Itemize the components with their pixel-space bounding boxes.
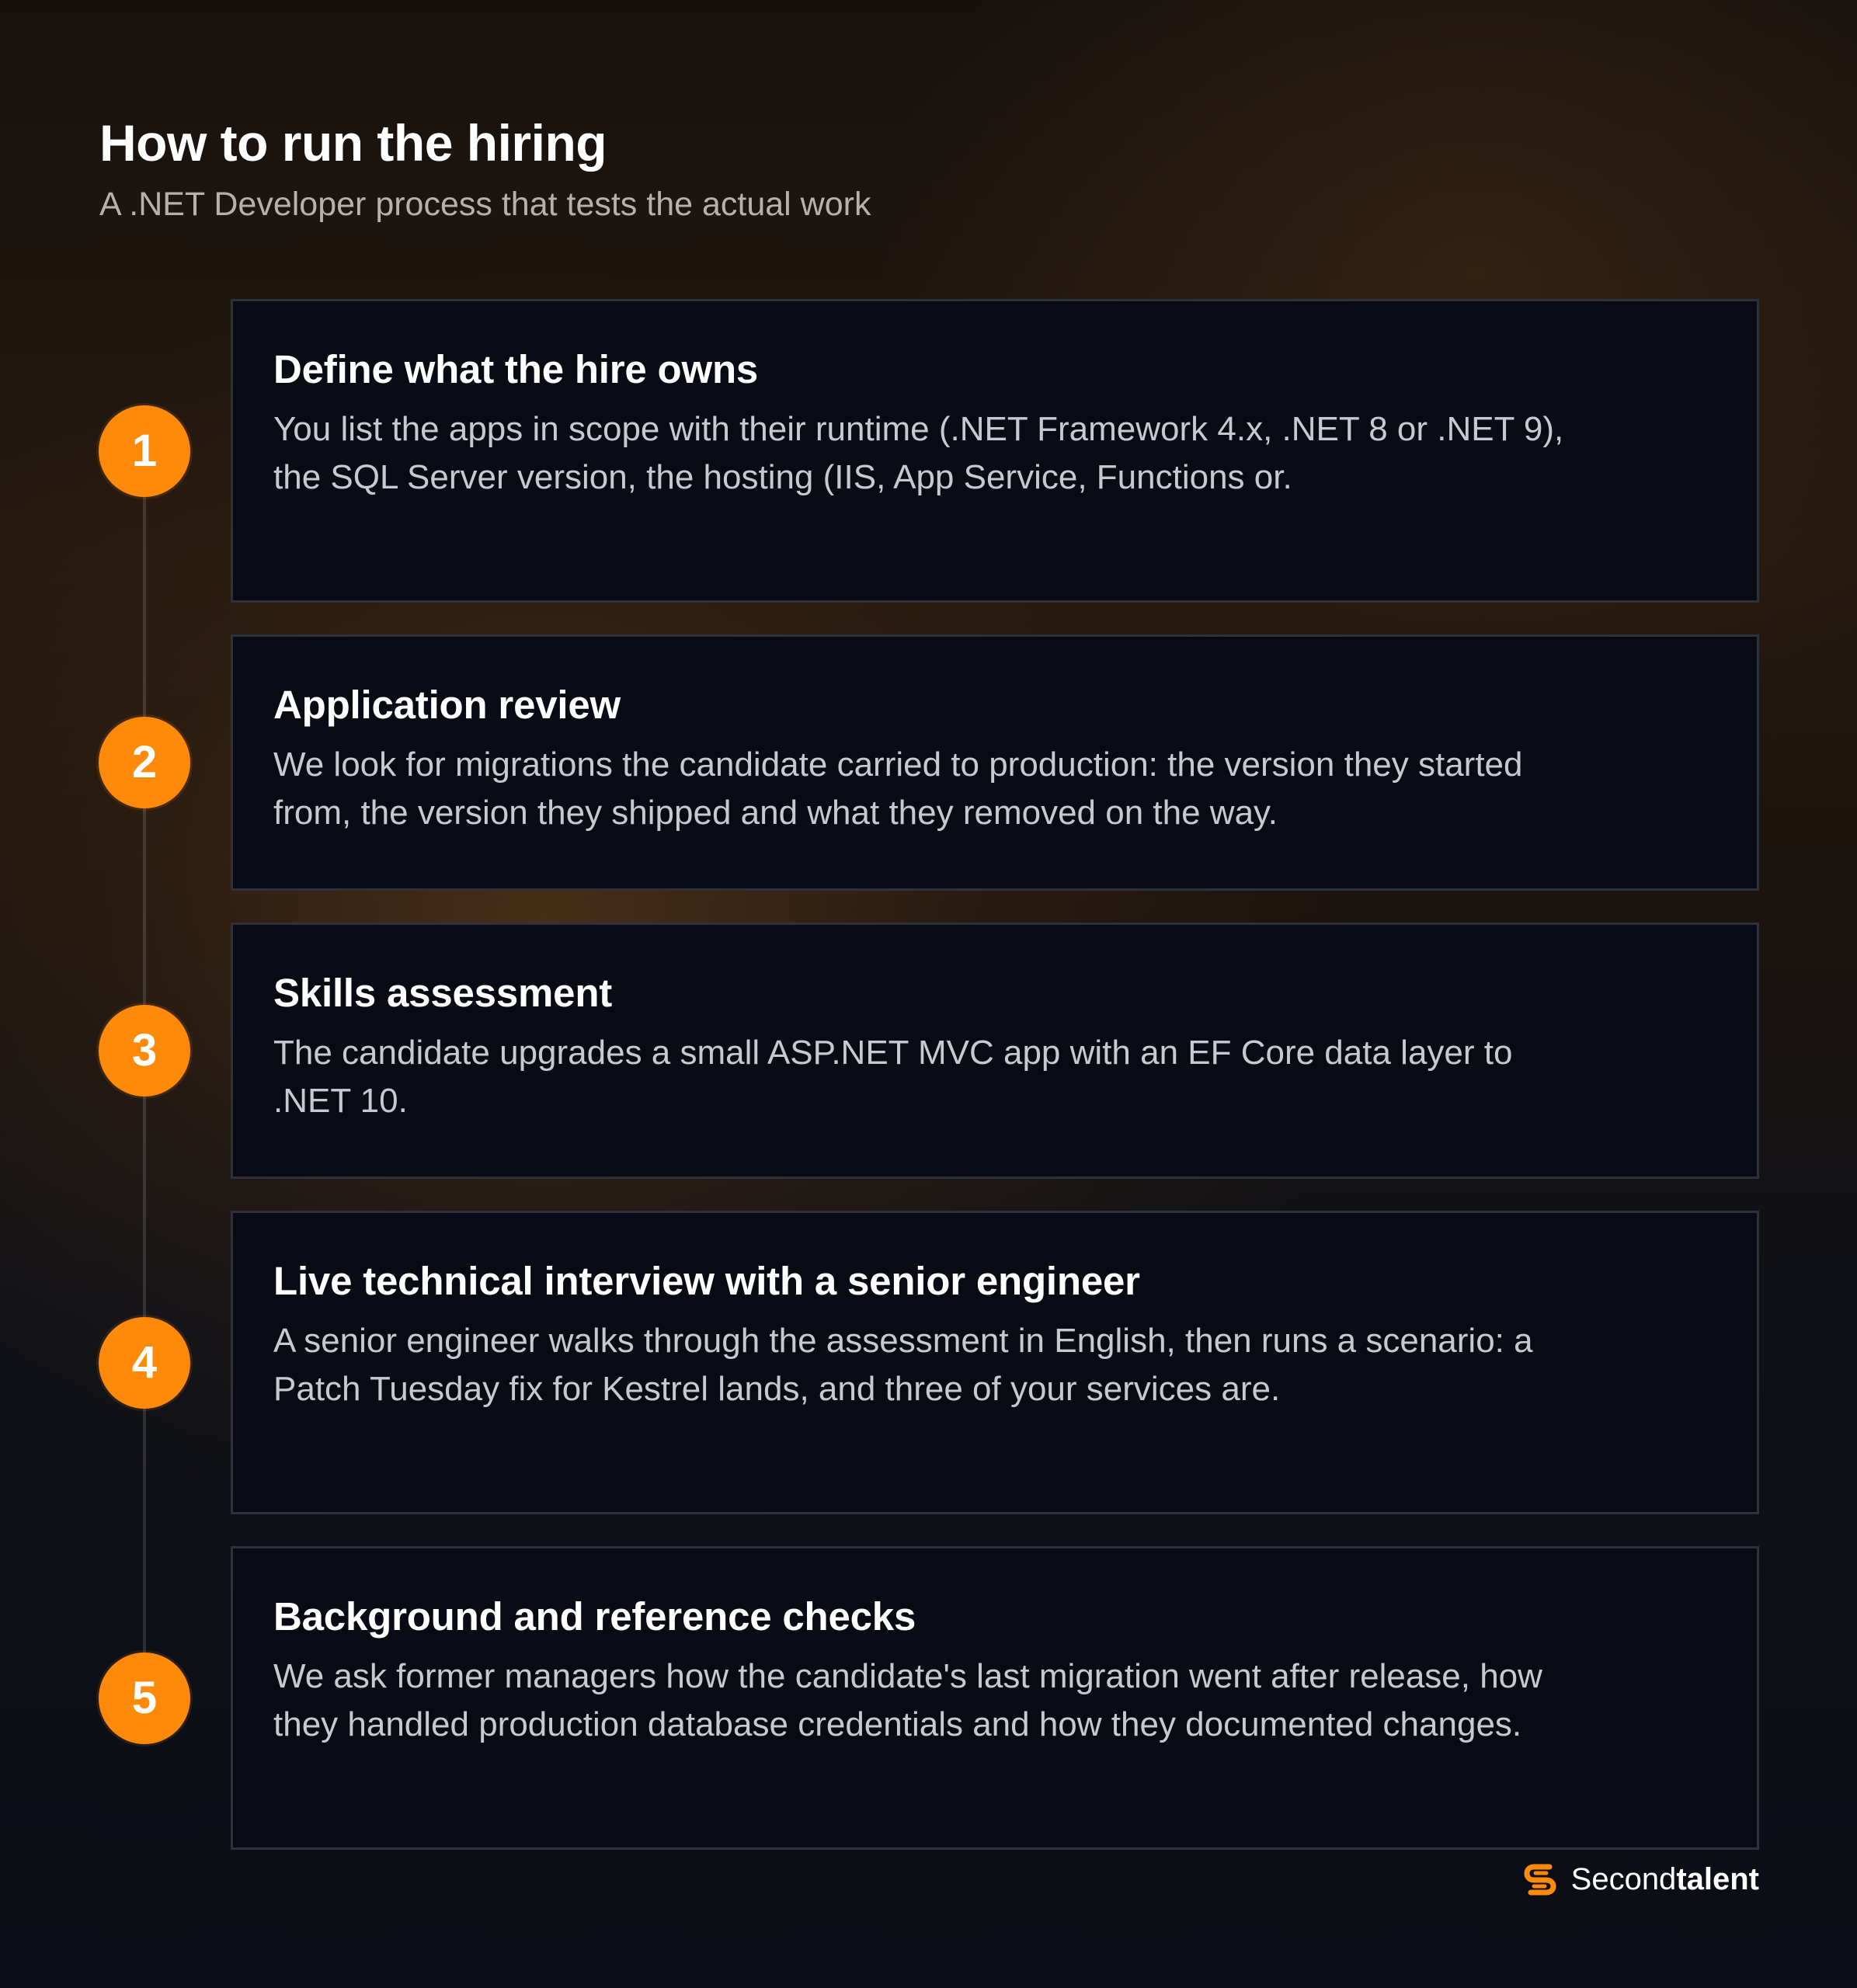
brand-name-regular: Second [1570, 1862, 1677, 1896]
step-description: We ask former managers how the candidate's last migration went after release, how they handled production database credentials and how they documented changes. [273, 1657, 1542, 1743]
brand-logo [1520, 1858, 1759, 1901]
step-description: We look for migrations the candidate carried to production: the version they started from, the version they shipped and what they removed on the way. [273, 746, 1523, 832]
step-title: Skills assessment [273, 971, 613, 1015]
step-number-badge: 5 [99, 1653, 190, 1744]
step-number-badge: 3 [99, 1005, 190, 1097]
step-number-badge: 4 [99, 1317, 190, 1409]
step-title: Background and reference checks [273, 1594, 916, 1639]
step-card-live-interview [231, 1211, 1759, 1514]
step-description: You list the apps in scope with their runtime (.NET Framework 4.x, .NET 8 or .NET 9), the SQL Server version, the hosting (IIS, App Service, Functions or. [273, 410, 1564, 496]
step-title: Application review [273, 683, 621, 727]
step-description: The candidate upgrades a small ASP.NET MVC app with an EF Core data layer to .NET 10. [273, 1034, 1513, 1120]
step-description: A senior engineer walks through the assessment in English, then runs a scenario: a Patch Tuesday fix for Kestrel lands, and three of your services are. [273, 1322, 1533, 1408]
step-card-define-owner [231, 299, 1759, 603]
page-subtitle: A .NET Developer process that tests the actual work [99, 186, 871, 223]
step-number-badge: 1 [99, 405, 190, 497]
page-title: How to run the hiring [99, 114, 607, 172]
step-title: Live technical interview with a senior engineer [273, 1259, 1140, 1303]
step-card-application-review [231, 634, 1759, 891]
secondtalent-logo-icon [1520, 1859, 1560, 1899]
step-title: Define what the hire owns [273, 347, 759, 391]
step-card-skills-assessment [231, 923, 1759, 1179]
step-card-background-checks [231, 1546, 1759, 1850]
brand-name-bold: talent [1676, 1862, 1759, 1896]
brand-name [1571, 1864, 1759, 1895]
step-number-badge: 2 [99, 717, 190, 808]
